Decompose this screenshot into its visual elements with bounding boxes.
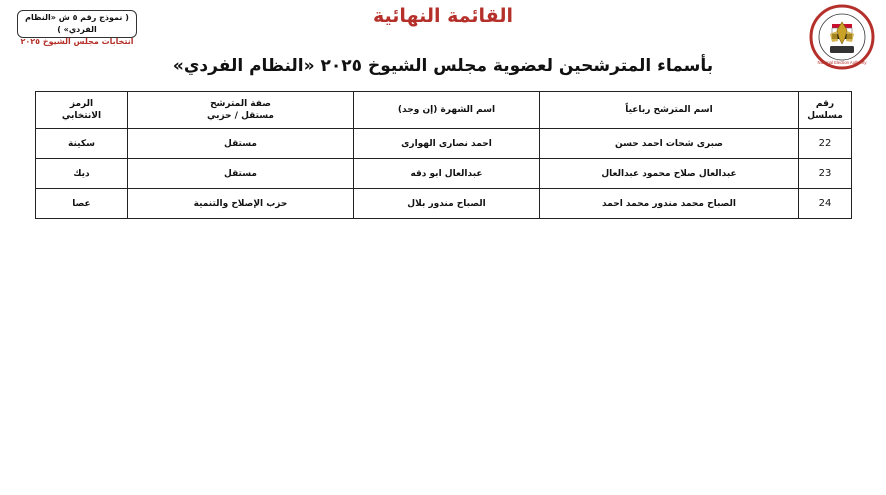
cell-status: مستقل [128, 129, 354, 159]
header-status [128, 92, 354, 129]
cell-symbol: عصا [36, 189, 128, 219]
header-symbol [36, 92, 128, 129]
cell-fame: احمد نصارى الهوارى [354, 129, 540, 159]
cell-status: مستقل [128, 159, 354, 189]
cell-serial: 24 [799, 189, 852, 219]
cell-status: حزب الإصلاح والتنمية [128, 189, 354, 219]
cell-fame: الصباح مندور بلال [354, 189, 540, 219]
header-status-line2: مستقل / حزبي [206, 111, 275, 121]
cell-symbol: سكينة [36, 129, 128, 159]
election-label: انتخابات مجلس الشيوخ ٢٠٢٥ [20, 37, 134, 46]
cell-fame: عبدالعال ابو دقه [354, 159, 540, 189]
form-number-box [17, 10, 137, 46]
table-row [36, 159, 852, 189]
cell-name: عبدالعال صلاح محمود عبدالعال [540, 159, 799, 189]
table-row [36, 189, 852, 219]
form-number-label: ( نموذج رقم ٥ ش «النظام الفردي» ) [25, 13, 129, 34]
header-status-line1: صفة المترشح [210, 99, 271, 109]
header-symbol-line2: الانتخابي [61, 111, 102, 121]
header-fame: اسم الشهرة (إن وجد) [354, 92, 540, 129]
cell-symbol: ديك [36, 159, 128, 189]
cell-serial: 23 [799, 159, 852, 189]
header-name: اسم المترشح رباعياً [540, 92, 799, 129]
header-serial-line1: رقم [815, 99, 835, 109]
table-header-row [36, 92, 852, 129]
document-subtitle: بأسماء المترشحين لعضوية مجلس الشيوخ ٢٠٢٥ «النظام الفردي» [172, 56, 714, 76]
header-serial [799, 92, 852, 129]
candidates-table [35, 91, 852, 219]
page-title: القائمة النهائية [373, 5, 513, 27]
cell-name: الصباح محمد مندور محمد احمد [540, 189, 799, 219]
svg-text:National Election Authority: National Election Authority [817, 60, 867, 65]
header-serial-line2: مسلسل [807, 111, 843, 121]
table-row [36, 129, 852, 159]
cell-name: صبرى شحات احمد حسن [540, 129, 799, 159]
cell-serial: 22 [799, 129, 852, 159]
header-symbol-line1: الرمز [69, 99, 94, 109]
